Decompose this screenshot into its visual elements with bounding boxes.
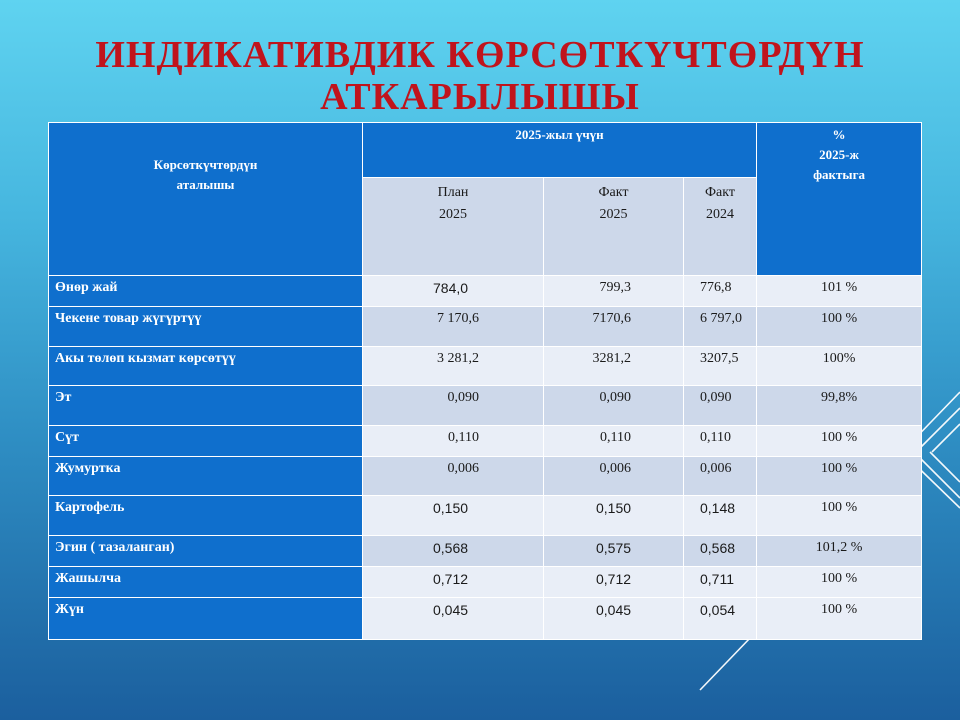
row-name: Эт xyxy=(49,386,363,426)
cell-plan: 0,045 xyxy=(363,598,544,640)
table-row xyxy=(49,536,922,567)
header-fact24-line2: 2024 xyxy=(706,207,735,222)
table-row xyxy=(49,567,922,598)
cell-plan: 0,110 xyxy=(363,426,544,457)
row-name: Эгин ( тазаланган) xyxy=(49,536,363,567)
cell-percent: 100 % xyxy=(757,457,922,496)
cell-plan: 0,090 xyxy=(363,386,544,426)
cell-percent: 100 % xyxy=(757,598,922,640)
cell-fact-2025: 0,712 xyxy=(544,567,684,598)
cell-fact-2024: 0,054 xyxy=(684,598,757,640)
header-plan-line2: 2025 xyxy=(439,207,467,222)
header-percent xyxy=(757,123,922,276)
cell-fact-2024: 0,711 xyxy=(684,567,757,598)
table-row xyxy=(49,386,922,426)
cell-fact-2024: 0,090 xyxy=(684,386,757,426)
header-fact-line2: 2025 xyxy=(599,207,628,222)
row-name: Жүн xyxy=(49,598,363,640)
slide-title-line1: ИНДИКАТИВДИК КӨРСӨТКҮЧТӨРДҮН xyxy=(95,34,865,76)
cell-fact-2025: 0,090 xyxy=(544,386,684,426)
cell-fact-2025: 7170,6 xyxy=(544,307,684,347)
table-header-row xyxy=(49,123,922,178)
cell-plan: 0,568 xyxy=(363,536,544,567)
slide-title xyxy=(0,34,960,118)
cell-plan: 0,150 xyxy=(363,496,544,536)
cell-fact-2024: 776,8 xyxy=(684,276,757,307)
cell-fact-2025: 0,575 xyxy=(544,536,684,567)
indicators-table xyxy=(48,122,922,640)
table-row xyxy=(49,426,922,457)
cell-percent: 100 % xyxy=(757,307,922,347)
table-row xyxy=(49,347,922,386)
cell-fact-2024: 6 797,0 xyxy=(684,307,757,347)
row-name: Өнөр жай xyxy=(49,276,363,307)
table-row xyxy=(49,307,922,347)
row-name: Жашылча xyxy=(49,567,363,598)
cell-fact-2025: 799,3 xyxy=(544,276,684,307)
cell-fact-2025: 0,150 xyxy=(544,496,684,536)
cell-fact-2024: 0,148 xyxy=(684,496,757,536)
table-row xyxy=(49,598,922,640)
table-row xyxy=(49,457,922,496)
row-name: Жумуртка xyxy=(49,457,363,496)
cell-fact-2025: 0,006 xyxy=(544,457,684,496)
cell-fact-2024: 0,568 xyxy=(684,536,757,567)
cell-plan: 3 281,2 xyxy=(363,347,544,386)
cell-fact-2024: 0,006 xyxy=(684,457,757,496)
header-plan-line1: План xyxy=(437,185,469,200)
header-fact24-line1: Факт xyxy=(705,185,736,200)
cell-percent: 100 % xyxy=(757,426,922,457)
cell-percent: 99,8% xyxy=(757,386,922,426)
cell-percent: 100 % xyxy=(757,567,922,598)
cell-percent: 100 % xyxy=(757,496,922,536)
header-pct-line2: 2025-ж xyxy=(819,147,859,162)
cell-percent: 100% xyxy=(757,347,922,386)
header-name-line2: аталышы xyxy=(176,177,235,192)
header-year-group: 2025-жыл үчүн xyxy=(363,123,757,178)
cell-fact-2025: 0,110 xyxy=(544,426,684,457)
cell-fact-2024: 3207,5 xyxy=(684,347,757,386)
cell-plan: 0,006 xyxy=(363,457,544,496)
header-fact-2025 xyxy=(544,178,684,276)
cell-fact-2024: 0,110 xyxy=(684,426,757,457)
cell-plan: 7 170,6 xyxy=(363,307,544,347)
header-fact-2024 xyxy=(684,178,757,276)
cell-percent: 101 % xyxy=(757,276,922,307)
header-name-line1: Көрсөткүчтөрдүн xyxy=(153,157,258,172)
slide-title-line2: АТКАРЫЛЫШЫ xyxy=(320,76,640,118)
header-fact-line1: Факт xyxy=(598,185,629,200)
row-name: Картофель xyxy=(49,496,363,536)
row-name: Акы төлөп кызмат көрсөтүү xyxy=(49,347,363,386)
row-name: Чекене товар жүгүртүү xyxy=(49,307,363,347)
header-pct-line3: фактыга xyxy=(813,167,865,182)
cell-plan: 784,0 xyxy=(363,276,544,307)
row-name: Сүт xyxy=(49,426,363,457)
cell-fact-2025: 3281,2 xyxy=(544,347,684,386)
header-indicator-name xyxy=(49,123,363,276)
cell-plan: 0,712 xyxy=(363,567,544,598)
cell-fact-2025: 0,045 xyxy=(544,598,684,640)
header-plan-2025 xyxy=(363,178,544,276)
cell-percent: 101,2 % xyxy=(757,536,922,567)
table-row xyxy=(49,276,922,307)
table-row xyxy=(49,496,922,536)
header-pct-line1: % xyxy=(832,127,846,142)
